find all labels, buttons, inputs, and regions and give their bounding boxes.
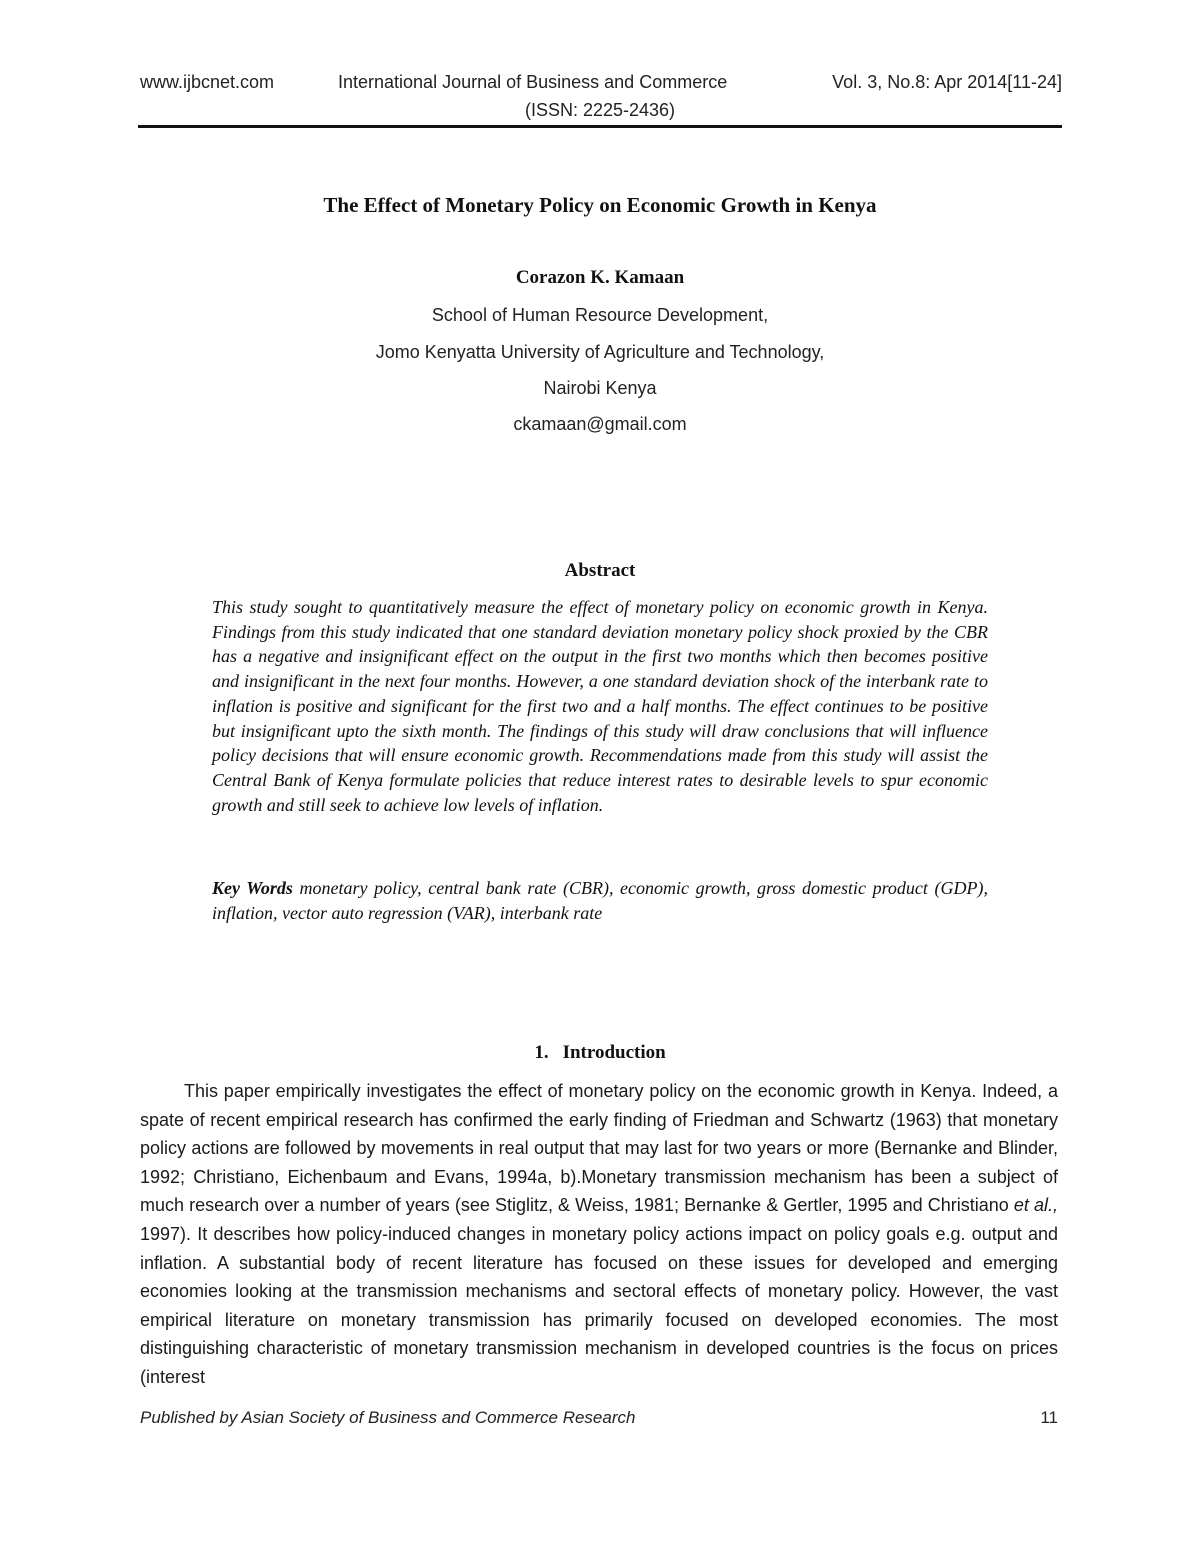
abstract-text: This study sought to quantitatively measure the effect of monetary policy on economic growth in Kenya. Findings from this study indicated that one standard deviation monetary policy shock proxied by the CBR has a negative and insignificant effect on the output in the first two months which then becomes positive and insignificant in the next four months. However, a one standard deviation shock of the interbank rate to inflation is positive and significant for the first two and a half months. The effect continues to be positive but insignificant upto the sixth month. The findings of this study will draw conclusions that will influence policy decisions that will ensure economic growth. Recommendations made from this study will assist the Central Bank of Kenya formulate policies that reduce interest rates to desirable levels to spur economic growth and still seek to achieve low levels of inflation. <box>212 597 988 815</box>
author-university: Jomo Kenyatta University of Agriculture and Technology, <box>375 342 825 362</box>
journal-issn: (ISSN: 2225-2436) <box>524 100 676 120</box>
keywords-list: monetary policy, central bank rate (CBR), economic growth, gross domestic product (GDP), inflation, vector auto regression (VAR), interbank rate <box>212 878 988 923</box>
journal-website: www.ijbcnet.com <box>140 72 275 92</box>
section-number: 1. <box>534 1042 549 1063</box>
intro-text-part1: This paper empirically investigates the effect of monetary policy on the economic growth in Kenya. Indeed, a spate of recent empirical research has confirmed the early finding of Friedman and Schwartz (1963) that monetary policy actions are followed by movements in real output that may last for two years or more (Bernanke and Blinder, 1992; Christiano, Eichenbaum and Evans, 1994a, b).Monetary transmission mechanism has been a subject of much research over a number of years (see Stiglitz, & Weiss, 1981; Bernanke & Gertler, 1995 and Christiano <box>140 1081 1058 1216</box>
section-heading-introduction <box>0 1042 1200 1064</box>
page-number: 11 <box>1040 1408 1058 1427</box>
introduction-paragraph <box>140 1077 1058 1392</box>
author-school: School of Human Resource Development, <box>431 305 769 325</box>
keywords <box>212 876 988 925</box>
intro-citation-etal: et al., <box>1013 1195 1058 1216</box>
section-title: Introduction <box>562 1042 666 1063</box>
intro-text-part2: 1997). It describes how policy-induced changes in monetary policy actions impact on policy goals e.g. output and inflation. A substantial body of recent literature has focused on these issues for developed and emerging economies looking at the transmission mechanisms and sectoral effects of monetary policy. However, the vast empirical literature on monetary transmission has primarily focused on developed economies. The most distinguishing characteristic of monetary transmission mechanism in developed countries is the focus on prices (interest <box>140 1223 1058 1387</box>
keywords-label: Key Words <box>212 878 293 898</box>
author-location: Nairobi Kenya <box>543 378 657 398</box>
journal-volume: Vol. 3, No.8: Apr 2014[11-24] <box>832 72 1062 92</box>
header-divider <box>138 125 1062 128</box>
author-email: ckamaan@gmail.com <box>513 414 687 434</box>
paper-title: The Effect of Monetary Policy on Economic Growth in Kenya <box>323 193 877 217</box>
abstract-heading: Abstract <box>564 560 636 581</box>
footer-publisher: Published by Asian Society of Business and Commerce Research <box>140 1408 636 1427</box>
running-header <box>140 72 1062 96</box>
journal-name: International Journal of Business and Commerce <box>338 72 728 92</box>
author-name: Corazon K. Kamaan <box>515 267 685 288</box>
